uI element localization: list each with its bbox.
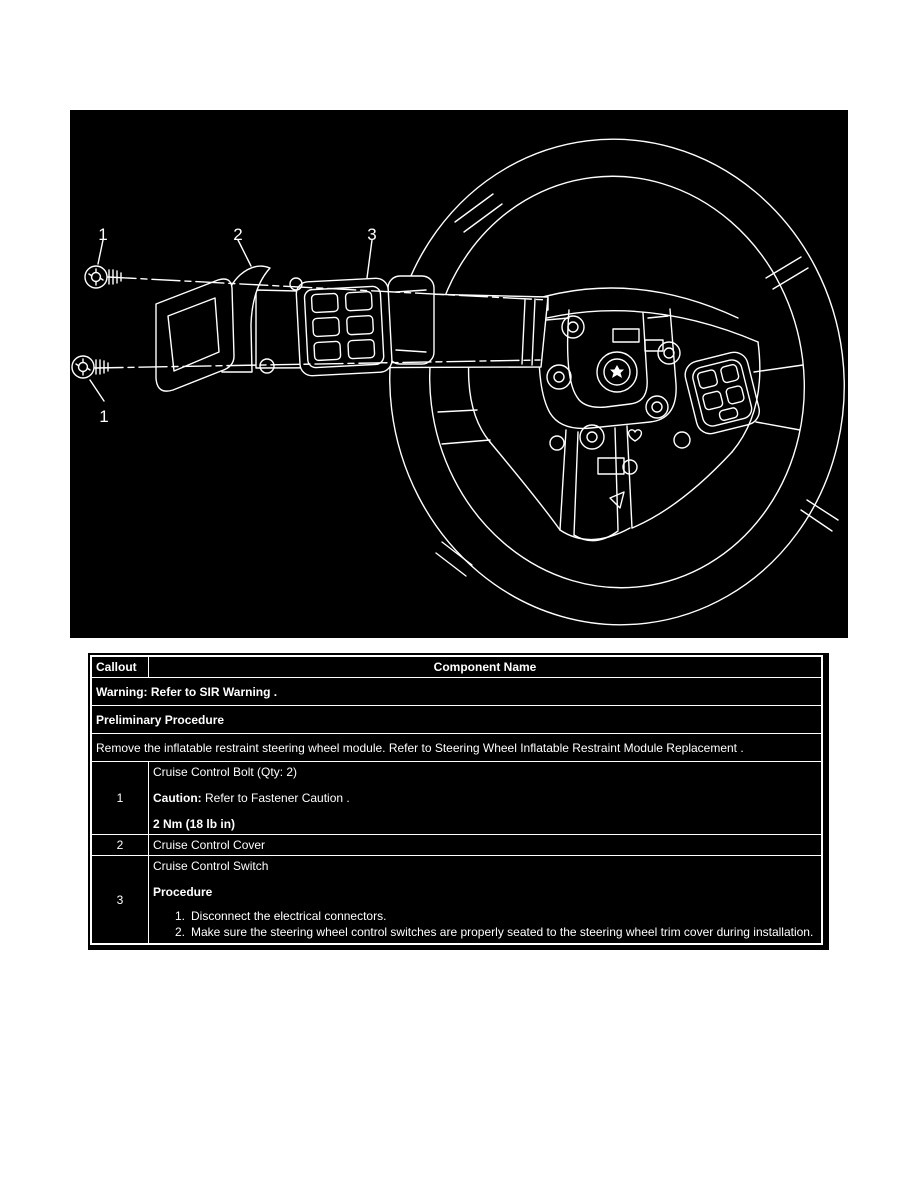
bolt-caution [153, 791, 817, 805]
component-table-block [88, 653, 829, 950]
step-text: Make sure the steering wheel control switches are properly seated to the steering wheel trim cover during installation. [191, 925, 814, 939]
callout-3: 3 [367, 225, 377, 244]
horn-center-emblem [597, 352, 637, 392]
procedure-step [153, 908, 817, 924]
screw-bottom [72, 356, 108, 378]
warning-note: Warning: Refer to SIR Warning . [91, 678, 822, 706]
callout-column-header: Callout [91, 656, 149, 678]
callout-number-2: 2 [91, 835, 149, 856]
cover-name: Cruise Control Cover [153, 838, 266, 852]
callout-2: 2 [233, 225, 243, 244]
table-header-row [91, 656, 822, 678]
bolt-torque: 2 Nm (18 lb in) [153, 817, 236, 831]
procedure-label: Procedure [153, 885, 213, 899]
callout-1-bottom: 1 [99, 407, 109, 426]
caution-text: Refer to Fastener Caution . [201, 791, 350, 805]
switch-name: Cruise Control Switch [153, 859, 269, 873]
table-row [91, 856, 822, 945]
table-row [91, 762, 822, 835]
remove-row [91, 734, 822, 762]
caution-label: Caution: [153, 791, 202, 805]
step-number: 1. [174, 909, 185, 923]
steering-wheel-line-art [70, 110, 848, 638]
procedure-step [153, 924, 817, 940]
component-name-header: Component Name [149, 656, 823, 678]
step-number: 2. [174, 925, 185, 939]
component-table [90, 655, 823, 945]
bottom-spoke [560, 426, 632, 541]
left-spoke-lines [438, 410, 490, 444]
steering-wheel-diagram [70, 110, 848, 638]
callout-1-top: 1 [98, 225, 108, 244]
hub-horseshoe [539, 306, 676, 428]
remove-module-note: Remove the inflatable restraint steering wheel module. Refer to Steering Wheel Inflatable Restraint Module Replacement . [91, 734, 822, 762]
cruise-control-cover-cell [149, 835, 823, 856]
cruise-control-switch-cell [149, 856, 823, 945]
rim-seam-marks [436, 194, 838, 576]
table-row [91, 835, 822, 856]
bolt-name: Cruise Control Bolt (Qty: 2) [153, 765, 298, 779]
preliminary-procedure-note: Preliminary Procedure [91, 706, 822, 734]
callout-number-1: 1 [91, 762, 149, 835]
callout-number-3: 3 [91, 856, 149, 945]
cruise-control-bolt-cell [149, 762, 823, 835]
step-text: Disconnect the electrical connectors. [191, 909, 387, 923]
right-spoke-switch-pod [682, 349, 762, 436]
warning-row [91, 678, 822, 706]
procedure-steps [153, 908, 817, 940]
preliminary-row [91, 706, 822, 734]
